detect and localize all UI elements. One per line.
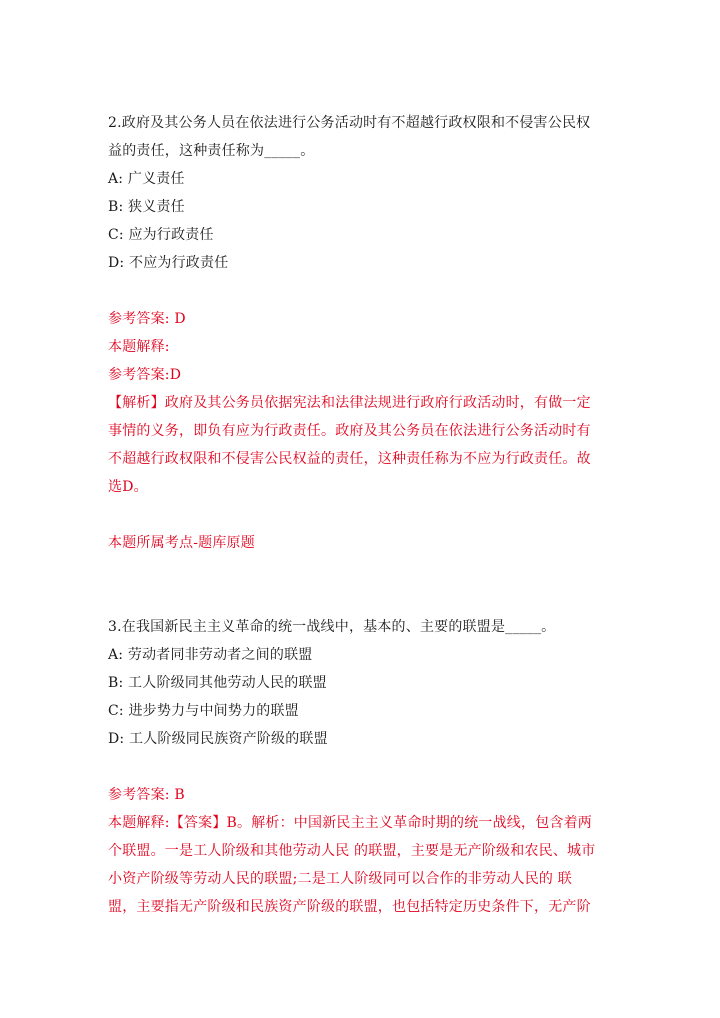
explanation-line: 小资产阶级等劳动人民的联盟;二是工人阶级同可以合作的非劳动人民的 联 xyxy=(108,871,572,887)
explanation-line: 个联盟。一是工人阶级和其他劳动人民 的联盟，主要是无产阶级和农民、城市 xyxy=(108,843,596,859)
analysis-line: 事情的义务，即负有应为行政责任。政府及其公务员在依法进行公务活动时有 xyxy=(108,423,591,439)
reference-answer: 参考答案: B xyxy=(108,787,185,803)
question-stem-line: 3.在我国新民主主义革命的统一战线中，基本的、主要的联盟是_____。 xyxy=(108,619,556,635)
exam-page xyxy=(108,109,608,921)
option-d: D: 工人阶级同民族资产阶级的联盟 xyxy=(108,731,328,747)
option-a: A: 广义责任 xyxy=(108,171,185,187)
option-b: B: 工人阶级同其他劳动人民的联盟 xyxy=(108,675,327,691)
question-stem-line: 2.政府及其公务人员在依法进行公务活动时有不超越行政权限和不侵害公民权 xyxy=(108,115,591,131)
answer-block-3 xyxy=(108,781,608,921)
reference-answer: 参考答案: D xyxy=(108,311,186,327)
analysis-line: 不超越行政权限和不侵害公民权益的责任，这种责任称为不应为行政责任。故 xyxy=(108,451,591,467)
question-source: 本题所属考点-题库原题 xyxy=(108,535,255,551)
option-d: D: 不应为行政责任 xyxy=(108,255,229,271)
reference-answer-repeat: 参考答案:D xyxy=(108,367,182,383)
option-c: C: 应为行政责任 xyxy=(108,227,214,243)
explanation-line: 本题解释:【答案】B。解析：中国新民主主义革命时期的统一战线，包含着两 xyxy=(108,815,593,831)
option-a: A: 劳动者同非劳动者之间的联盟 xyxy=(108,647,313,663)
answer-block-2 xyxy=(108,305,608,501)
option-b: B: 狭义责任 xyxy=(108,199,185,215)
question-stem-line: 益的责任，这种责任称为_____。 xyxy=(108,143,315,159)
explanation-label: 本题解释: xyxy=(108,339,170,355)
question-3 xyxy=(108,613,608,753)
question-2 xyxy=(108,109,608,277)
analysis-line: 选D。 xyxy=(108,479,148,495)
explanation-line: 盟，主要指无产阶级和民族资产阶级的联盟，也包括特定历史条件下，无产阶 xyxy=(108,899,591,915)
analysis-line: 【解析】政府及其公务员依据宪法和法律法规进行政府行政活动时，有做一定 xyxy=(108,395,591,411)
option-c: C: 进步势力与中间势力的联盟 xyxy=(108,703,299,719)
